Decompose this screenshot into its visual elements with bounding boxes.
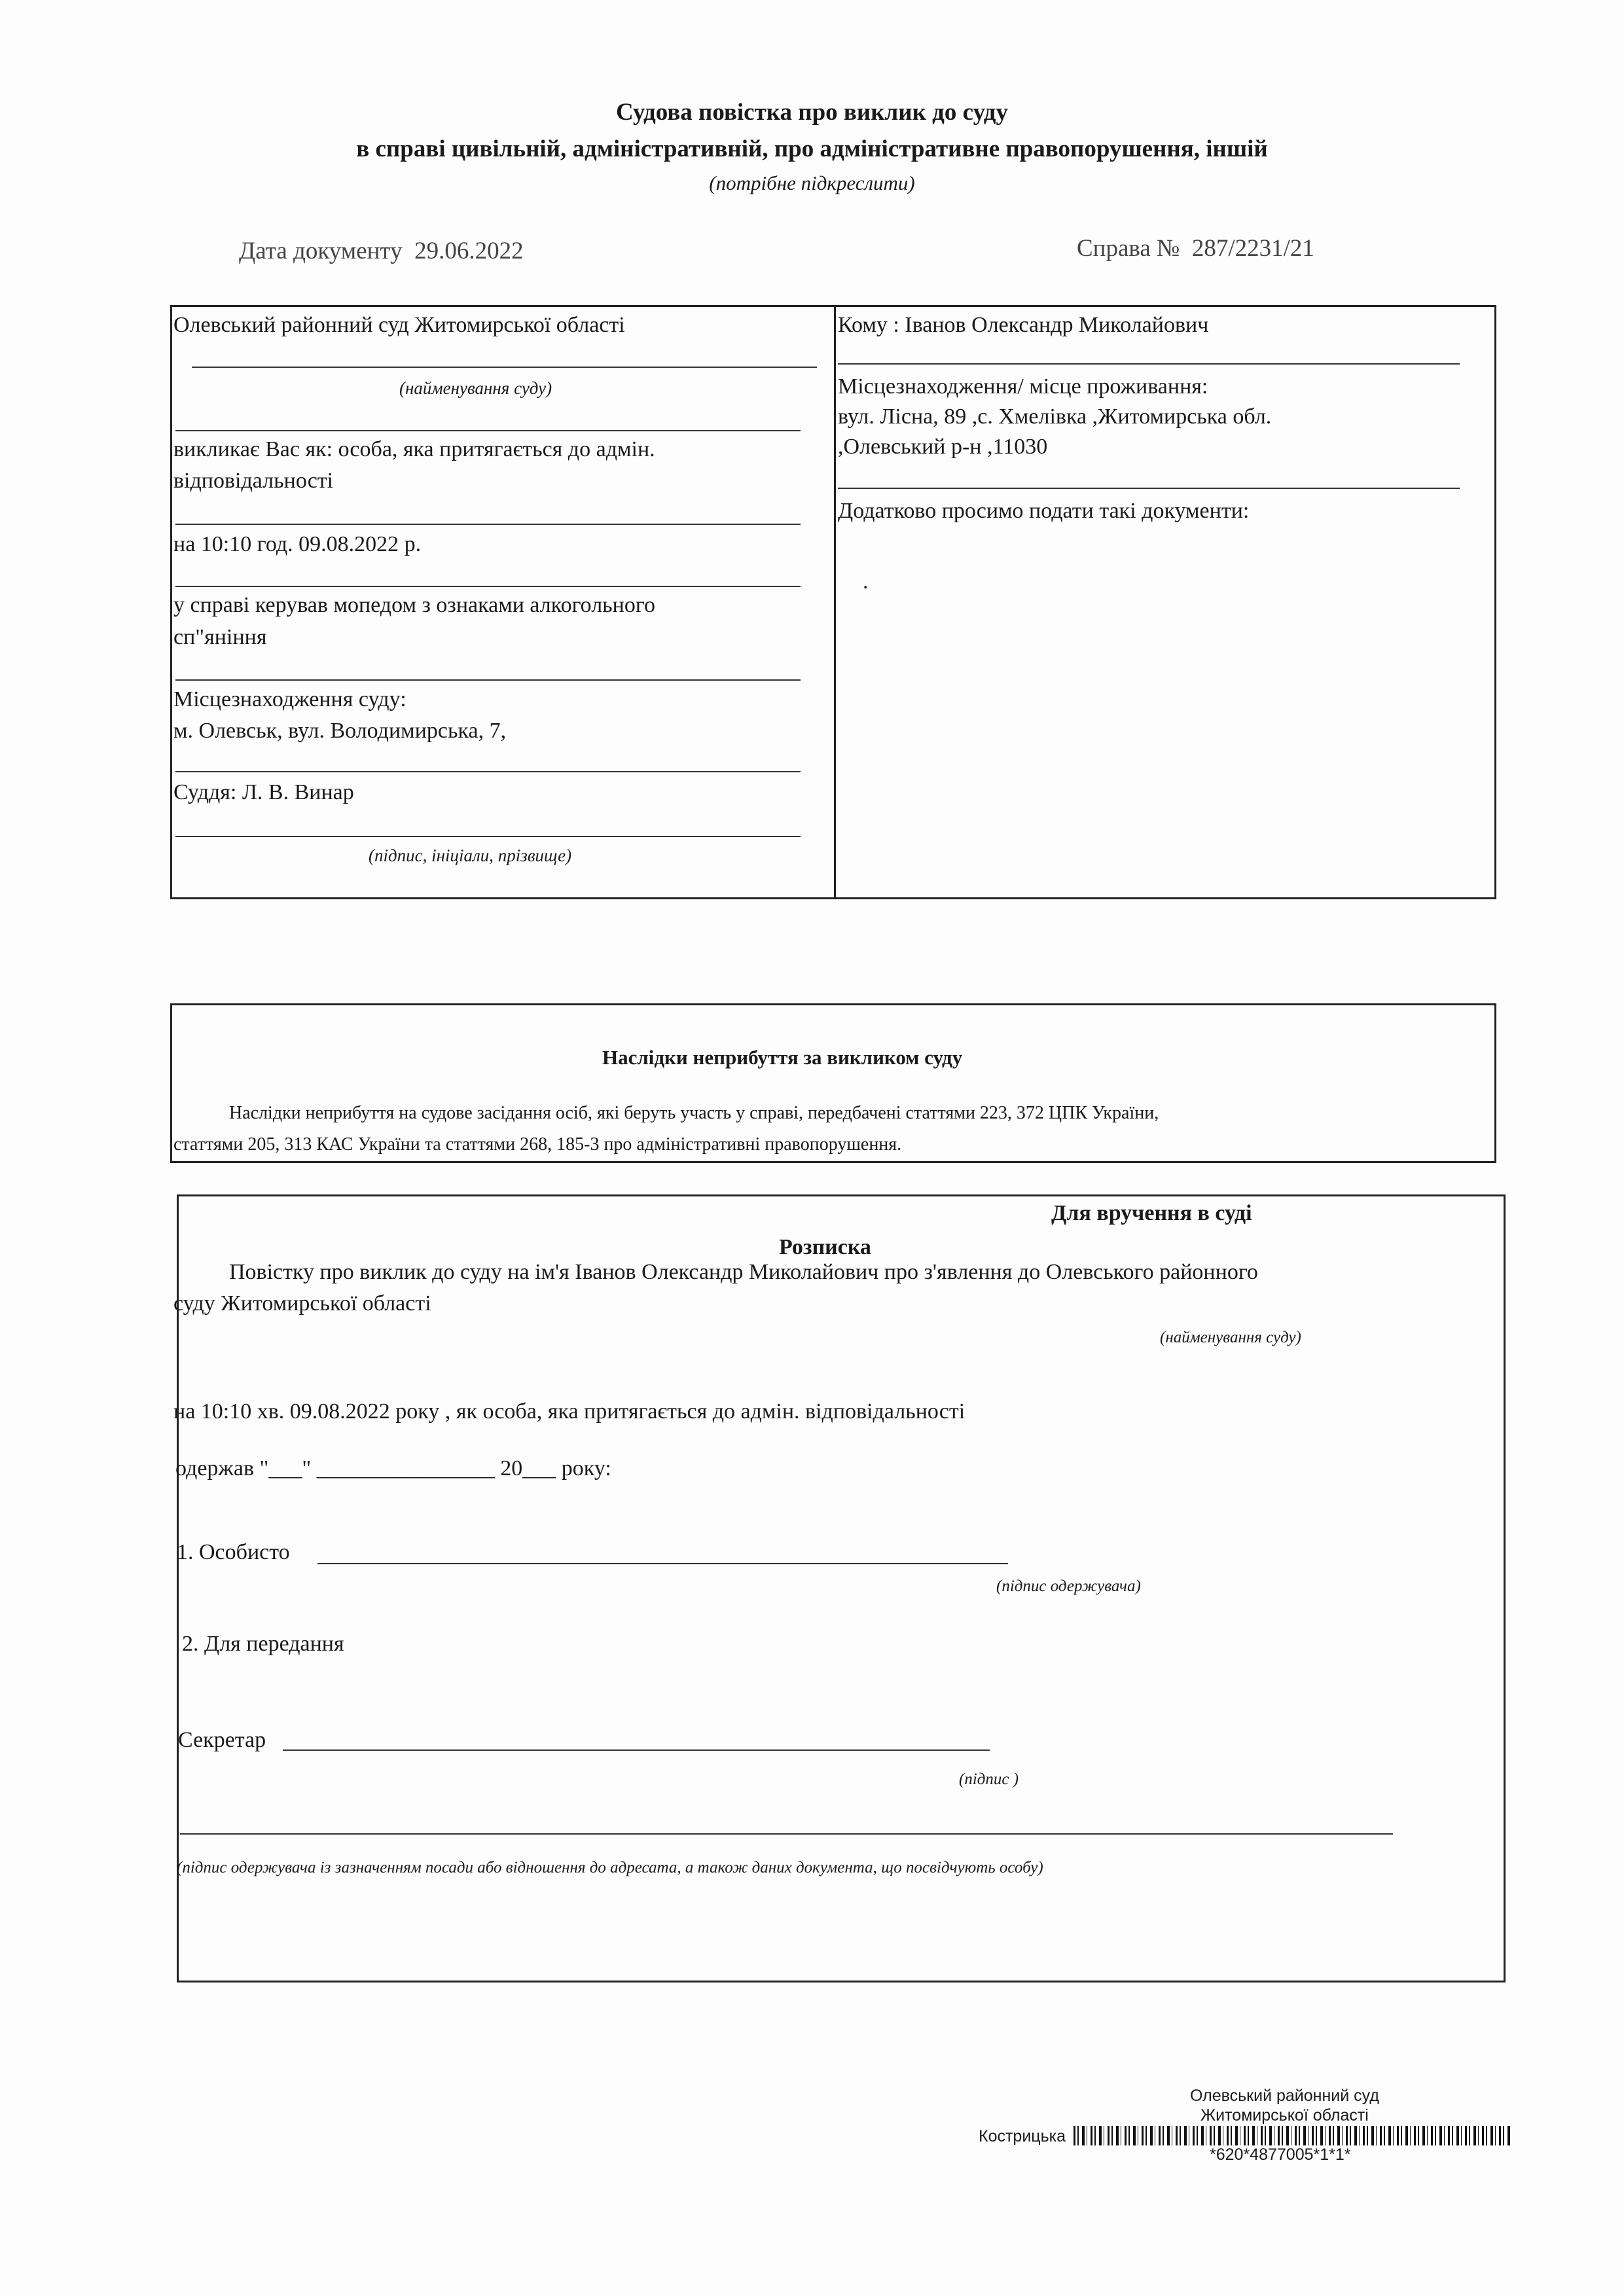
case-number	[1077, 234, 1314, 262]
divider	[175, 679, 801, 681]
bottom-signature-caption: (підпис одержувача із зазначенням посади або відношення до адресата, а також даних документа, що посвідчують особу)	[177, 1859, 1043, 1876]
summons-role-line1: викликає Вас як: особа, яка притягається до адмін.	[173, 437, 655, 461]
barcode-icon	[1074, 2126, 1512, 2145]
divider	[175, 430, 801, 431]
recipient-signature-caption: (підпис одержувача)	[996, 1577, 1141, 1595]
date-label: Дата документу	[239, 238, 403, 264]
additional-documents-label: Додатково просимо подати такі документи:	[838, 499, 1250, 523]
divider	[838, 363, 1460, 365]
receipt-title: Розписка	[779, 1235, 871, 1259]
recipient-address-line2: ,Олевський р-н ,11030	[838, 435, 1048, 459]
transfer-label: 2. Для передання	[182, 1632, 344, 1656]
court-name-caption: (найменування суду)	[399, 378, 552, 398]
consequences-text-line2: статтями 205, 313 КАС України та статтями 268, 185-3 про адміністративні правопорушення.	[173, 1134, 902, 1155]
document-title: Судова повістка про виклик до суду	[616, 99, 1008, 126]
secretary-label: Секретар	[178, 1728, 266, 1752]
case-subject-line2: сп"яніння	[173, 625, 267, 649]
for-court-label: Для вручення в суді	[1051, 1201, 1252, 1225]
case-subject-line1: у справі керував мопедом з ознаками алкогольного	[173, 593, 655, 617]
consequences-text-line1: Наслідки неприбуття на судове засідання осіб, які беруть участь у справі, передбачені статтями 223, 372 ЦПК України,	[229, 1103, 1159, 1123]
stamp-court-line2: Житомирської області	[1200, 2106, 1369, 2125]
case-value: 287/2231/21	[1191, 235, 1314, 262]
court-location-value: м. Олевськ, вул. Володимирська, 7,	[173, 719, 507, 743]
recipient-address-line1: вул. Лісна, 89 ,с. Хмелівка ,Житомирська обл.	[838, 404, 1272, 429]
recipient-address-label: Місцезнаходження/ місце проживання:	[838, 374, 1208, 399]
hearing-time: на 10:10 год. 09.08.2022 р.	[173, 532, 422, 556]
consequences-title: Наслідки неприбуття за викликом суду	[602, 1046, 963, 1069]
underline-note: (потрібне підкреслити)	[709, 171, 915, 194]
document-date	[239, 237, 524, 265]
judge-name: Суддя: Л. В. Винар	[173, 780, 354, 804]
divider	[175, 771, 801, 772]
summons-role-line2: відповідальності	[173, 469, 334, 493]
receipt-text-line2: суду Житомирської області	[173, 1291, 431, 1316]
judge-caption: (підпис, ініціали, прізвище)	[369, 846, 572, 865]
additional-documents-value: .	[863, 569, 869, 594]
case-label: Справа №	[1077, 235, 1180, 262]
court-location-label: Місцезнаходження суду:	[173, 687, 406, 711]
secretary-signature-caption: (підпис )	[959, 1770, 1019, 1788]
secretary-signature-line	[283, 1749, 990, 1751]
personally-label: 1. Особисто	[177, 1540, 290, 1564]
barcode-code: *620*4877005*1*1*	[1210, 2145, 1351, 2164]
document-subtitle: в справі цивільній, адміністративній, про адміністративне правопорушення, іншій	[356, 135, 1268, 162]
divider	[175, 524, 801, 525]
recipient: Кому : Іванов Олександр Миколайович	[838, 313, 1209, 337]
divider	[838, 488, 1460, 489]
personally-signature-line	[317, 1563, 1008, 1564]
divider	[192, 367, 817, 368]
bottom-signature-line	[180, 1833, 1393, 1835]
divider	[175, 586, 801, 587]
stamp-clerk-name: Кострицька	[979, 2127, 1066, 2145]
receipt-court-caption: (найменування суду)	[1160, 1329, 1301, 1346]
received-date-line: одержав "___" ________________ 20___ року:	[175, 1456, 611, 1480]
stamp-court-line1: Олевський районний суд	[1190, 2087, 1379, 2105]
court-name: Олевський районний суд Житомирської області	[173, 313, 625, 337]
receipt-time-line: на 10:10 хв. 09.08.2022 року , як особа, яка притягається до адмін. відповідальності	[173, 1399, 965, 1424]
column-divider	[834, 305, 836, 899]
divider	[175, 836, 801, 837]
receipt-text-line1: Повістку про виклик до суду на ім'я Іванов Олександр Миколайович про з'явлення до Олевського районного	[229, 1260, 1258, 1284]
date-value: 29.06.2022	[414, 238, 524, 264]
